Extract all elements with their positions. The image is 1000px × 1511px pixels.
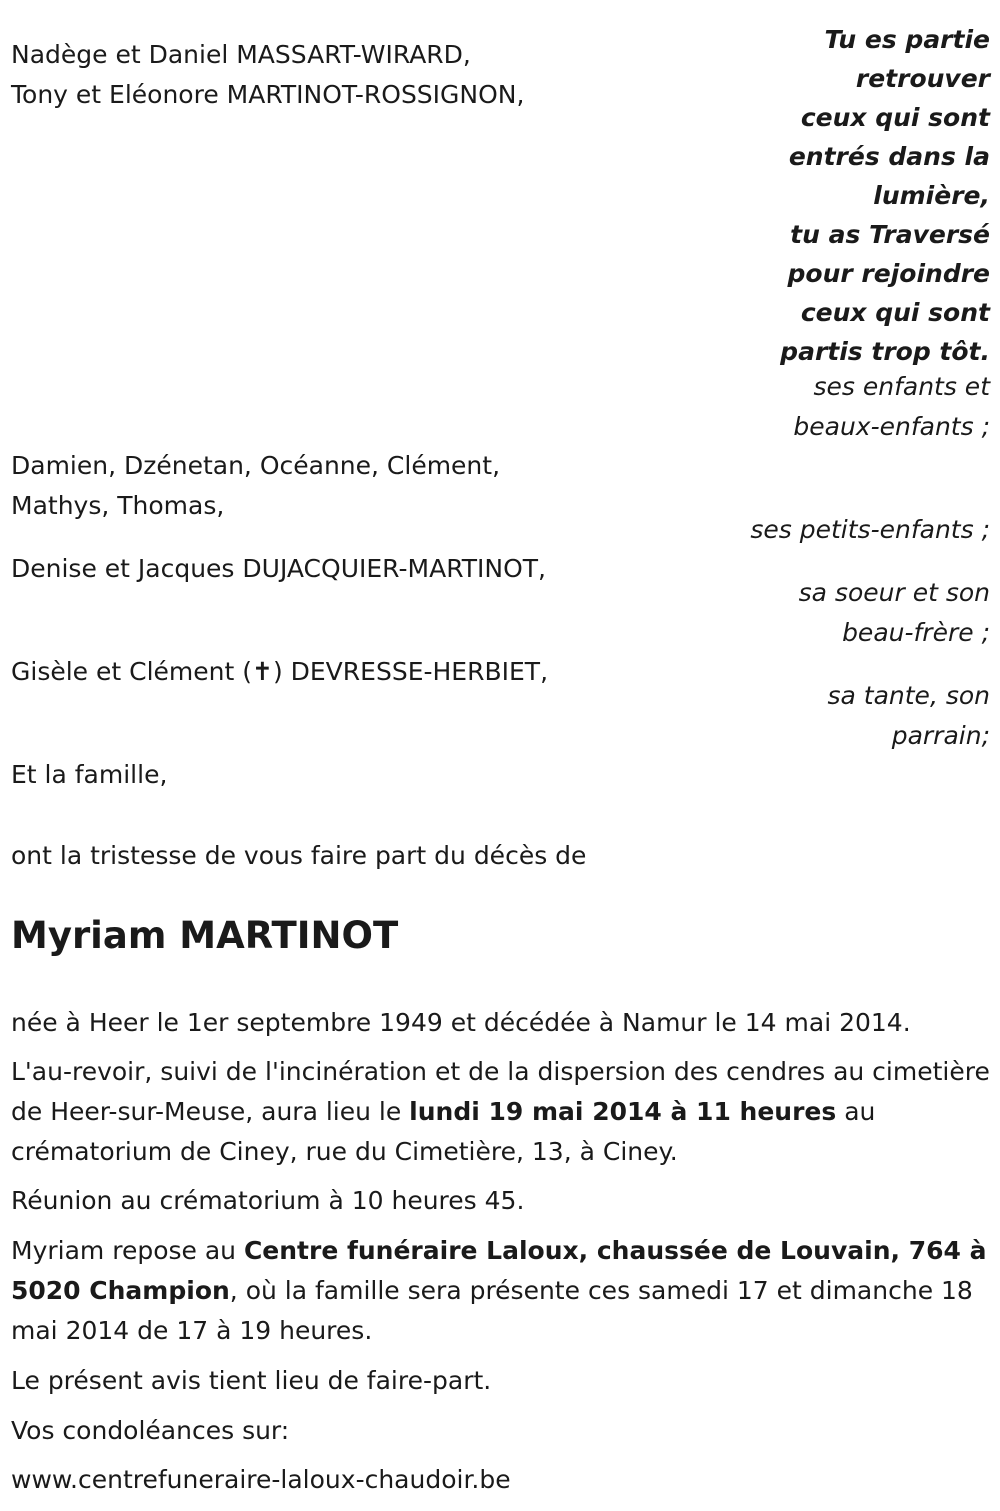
poem-line: ceux qui sont [800, 298, 990, 327]
role-children-line2: beaux-enfants ; [793, 412, 990, 441]
ceremony-paragraph [11, 1052, 991, 1172]
rest-place: Centre funéraire Laloux, chaussée de Louvain, 764 à 5020 Champion [11, 1236, 987, 1305]
condolences-label: Vos condoléances sur: [11, 1416, 290, 1445]
poem-line: lumière, [873, 181, 990, 210]
poem-line: entrés dans la [788, 142, 990, 171]
role-sister-line1: sa soeur et son [798, 578, 990, 607]
extended-family: Et la famille, [11, 760, 168, 789]
family-children-line2: Tony et Eléonore MARTINOT-ROSSIGNON, [11, 80, 525, 109]
birth-death-dates: née à Heer le 1er septembre 1949 et décédée à Namur le 14 mai 2014. [11, 1008, 911, 1037]
rest-outro: , où la famille sera présente ces samedi 17 et dimanche 18 mai 2014 de 17 à 19 heures. [11, 1276, 973, 1345]
poem-line: partis trop tôt. [780, 337, 990, 366]
role-children [793, 367, 990, 447]
poem-quote [730, 20, 990, 371]
rest-intro: Myriam repose au [11, 1236, 244, 1265]
poem-line: ceux qui sont [800, 103, 990, 132]
role-aunt-line2: parrain; [891, 721, 990, 750]
grandchildren-line1: Damien, Dzénetan, Océanne, Clément, [11, 451, 501, 480]
poem-line: pour rejoindre [787, 259, 990, 288]
ceremony-place: au crématorium de Ciney, rue du Cimetière, 13, à Ciney. [11, 1097, 876, 1166]
role-children-line1: ses enfants et [813, 372, 990, 401]
announcement-text: ont la tristesse de vous faire part du décès de [11, 841, 587, 870]
role-grandchildren-line: ses petits-enfants ; [750, 515, 990, 544]
family-children-line1: Nadège et Daniel MASSART-WIRARD, [11, 40, 471, 69]
grandchildren-line2: Mathys, Thomas, [11, 491, 225, 520]
role-sister-line2: beau-frère ; [842, 618, 990, 647]
role-grandchildren [750, 510, 990, 550]
aunt-names: Gisèle et Clément (✝) DEVRESSE-HERBIET, [11, 657, 549, 686]
role-aunt [828, 676, 991, 756]
poem-line: tu as Traversé [790, 220, 990, 249]
role-sister [799, 573, 990, 653]
meeting-info: Réunion au crématorium à 10 heures 45. [11, 1186, 525, 1215]
ceremony-date: lundi 19 mai 2014 à 11 heures [409, 1097, 837, 1126]
sister-names: Denise et Jacques DUJACQUIER-MARTINOT, [11, 554, 546, 583]
rest-paragraph [11, 1231, 991, 1351]
poem-line: retrouver [855, 64, 990, 93]
condolences-website-link[interactable]: www.centrefuneraire-laloux-chaudoir.be [11, 1465, 511, 1494]
ceremony-intro: L'au-revoir, suivi de l'incinération et de la dispersion des cendres au cimetière de Heer-sur-Meuse, aura lieu le [11, 1057, 990, 1126]
poem-line: Tu es partie [824, 25, 990, 54]
notice-text: Le présent avis tient lieu de faire-part. [11, 1366, 492, 1395]
deceased-name: Myriam MARTINOT [11, 914, 399, 957]
role-aunt-line1: sa tante, son [827, 681, 990, 710]
